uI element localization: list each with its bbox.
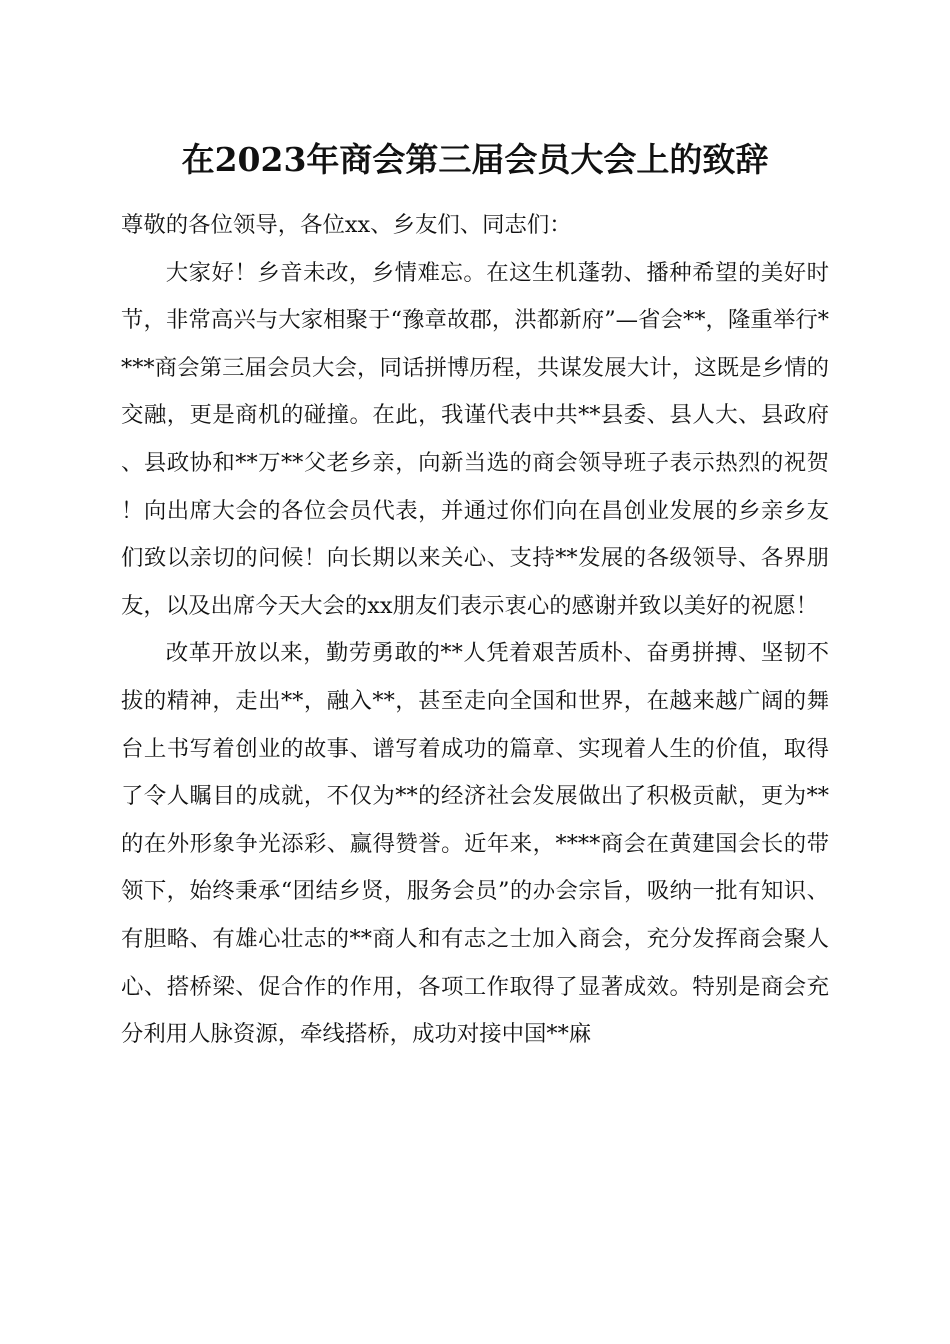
body-paragraph-1: 大家好！乡音未改，乡情难忘。在这生机蓬勃、播种希望的美好时节，非常高兴与大家相聚于“豫章故郡，洪都新府”—省会**，隆重举行****商会第三届会员大会，同话拼博历程，共谋发展大计，这既是乡情的交融，更是商机的碰撞。在此，我谨代表中共**县委、县人大、县政府、县政协和**万**父老乡亲，向新当选的商会领导班子表示热烈的祝贺！向出席大会的各位会员代表，并通过你们向在昌创业发展的乡亲乡友们致以亲切的问候！向长期以来关心、支持**发展的各级领导、各界朋友，以及出席今天大会的xx朋友们表示衷心的感谢并致以美好的祝愿！ — [121, 259, 829, 619]
document-title: 在2023年商会第三届会员大会上的致辞 — [181, 140, 769, 179]
salutation: 尊敬的各位领导，各位xx、乡友们、同志们： — [121, 212, 572, 238]
document-body — [121, 202, 829, 1059]
body-paragraph-2: 改革开放以来，勤劳勇敢的**人凭着艰苦质朴、奋勇拼搏、坚韧不拔的精神，走出**，融入**，甚至走向全国和世界，在越来越广阔的舞台上书写着创业的故事、谱写着成功的篇章、实现着人生的价值，取得了令人瞩目的成就，不仅为**的经济社会发展做出了积极贡献，更为**的在外形象争光添彩、赢得赞誉。近年来，****商会在黄建国会长的带领下，始终秉承“团结乡贤，服务会员”的办会宗旨，吸纳一批有知识、有胆略、有雄心壮志的**商人和有志之士加入商会，充分发挥商会聚人心、搭桥梁、促合作的作用，各项工作取得了显著成效。特别是商会充分利用人脉资源，牵线搭桥，成功对接中国**麻 — [121, 640, 829, 1048]
